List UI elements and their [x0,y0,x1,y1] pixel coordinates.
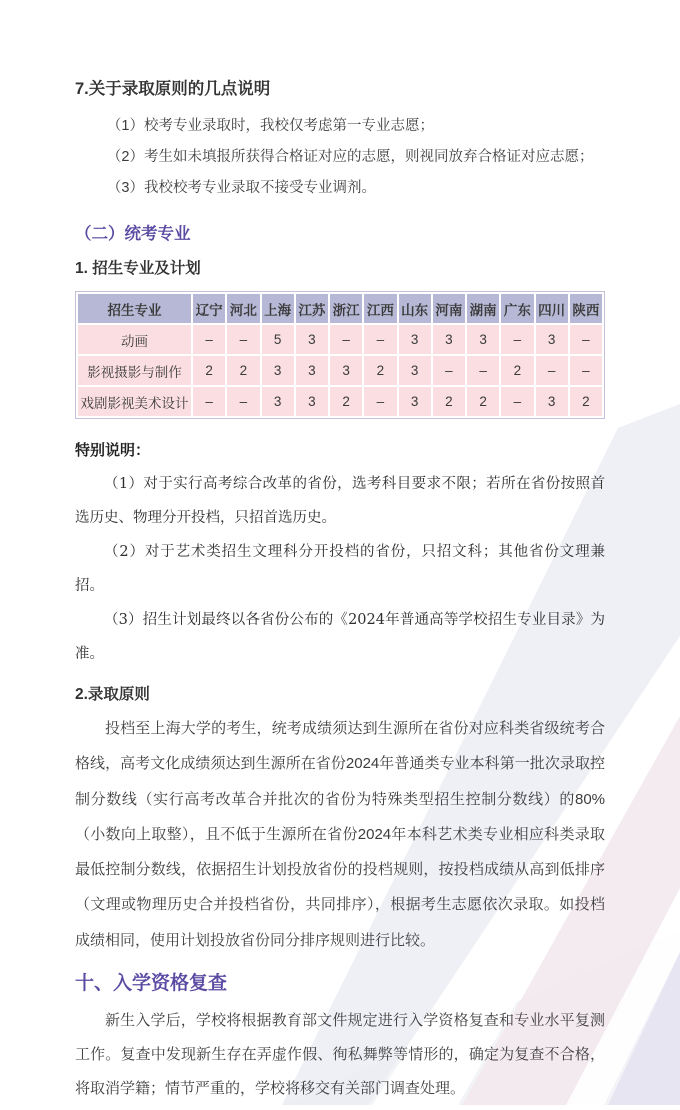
table-header-row [77,293,603,324]
plan-value-cell: 3 [295,355,329,386]
special-note-1: （1）对于实行高考综合改革的省份，选考科目要求不限；若所在省份按照首选历史、物理分开投档，只招首选历史。 [75,475,605,526]
admission-principles-heading: 2.录取原则 [75,685,150,703]
plan-value-cell: 2 [363,355,397,386]
col-header-province: 河北 [226,293,260,324]
col-header-province: 山东 [398,293,432,324]
col-header-province: 四川 [535,293,569,324]
plan-value-cell: 2 [466,386,500,417]
plan-value-cell: 3 [398,386,432,417]
plan-value-cell: – [466,355,500,386]
col-header-province: 上海 [261,293,295,324]
plan-value-cell: 3 [295,386,329,417]
plan-value-cell: 3 [295,324,329,355]
admission-principles-paragraph: 投档至上海大学的考生，统考成绩须达到生源所在省份对应科类省级统考合格线，高考文化成绩须达到生源所在省份2024年普通类专业本科第一批次录取控制分数线（实行高考改革合并批次的省份为特殊类型招生控制分数线）的80%（小数向上取整），且不低于生源所在省份2024年本科艺术类专业相应科类录取最低控制分数线，依据招生计划投放省份的投档规则，按投档成绩从高到低排序（文理或物理历史合并投档省份，共同排序），根据考生志愿依次录取。如投档成绩相同，使用计划投放省份同分排序规则进行比较。 [75,720,605,949]
special-notes-title: 特别说明： [75,441,151,460]
plan-value-cell: – [226,386,260,417]
table-row [77,324,603,355]
major-cell: 影视摄影与制作 [77,355,192,386]
plan-value-cell: 3 [329,355,363,386]
col-header-province: 广东 [500,293,534,324]
enrollment-plan-table-wrapper [75,291,605,419]
enrollment-plan-table [76,292,604,418]
table-row [77,293,603,324]
plan-value-cell: – [363,386,397,417]
col-header-province: 湖南 [466,293,500,324]
col-header-province: 浙江 [329,293,363,324]
plan-value-cell: 2 [432,386,466,417]
plan-value-cell: 3 [398,355,432,386]
plan-value-cell: 3 [398,324,432,355]
plan-value-cell: – [500,386,534,417]
plan-value-cell: 2 [500,355,534,386]
special-note-3: （3）招生计划最终以各省份公布的《2024年普通高等学校招生专业目录》为准。 [75,611,605,662]
plan-value-cell: 2 [569,386,603,417]
special-notes-section [75,441,605,671]
section7-item-3: （3）我校校考专业录取不接受专业调剂。 [106,180,376,197]
plan-value-cell: 3 [535,324,569,355]
special-note-2: （2）对于艺术类招生文理科分开投档的省份，只招文科；其他省份文理兼招。 [75,543,605,594]
section10-heading: 十、入学资格复查 [75,972,228,994]
plan-value-cell: – [192,324,226,355]
plan-value-cell: – [569,355,603,386]
major-cell: 戏剧影视美术设计 [77,386,192,417]
col-header-province: 江苏 [295,293,329,324]
section7-item-1: （1）校考专业录取时，我校仅考虑第一专业志愿； [106,117,434,134]
col-header-province: 陕西 [569,293,603,324]
plan-value-cell: – [535,355,569,386]
col-header-major: 招生专业 [77,293,192,324]
col-header-province: 辽宁 [192,293,226,324]
plan-value-cell: 3 [466,324,500,355]
plan-value-cell: 2 [226,355,260,386]
plan-value-cell: – [500,324,534,355]
unified-exam-heading: （二）统考专业 [75,224,191,243]
section10-paragraph: 新生入学后，学校将根据教育部文件规定进行入学资格复查和专业水平复测工作。复查中发现新生存在弄虚作假、徇私舞弊等情形的，确定为复查不合格，将取消学籍；情节严重的，学校将移交有关部门调查处理。 [75,1011,605,1097]
table-body [77,324,603,417]
plan-value-cell: 3 [535,386,569,417]
col-header-province: 江西 [363,293,397,324]
plan-value-cell: – [569,324,603,355]
plan-value-cell: – [329,324,363,355]
plan-value-cell: 2 [329,386,363,417]
table-row [77,355,603,386]
plan-value-cell: – [363,324,397,355]
plan-heading: 1. 招生专业及计划 [75,260,201,278]
plan-value-cell: 5 [261,324,295,355]
section7-item-2: （2）考生如未填报所获得合格证对应的志愿，则视同放弃合格证对应志愿； [106,149,594,166]
plan-value-cell: – [432,355,466,386]
plan-value-cell: – [192,386,226,417]
plan-value-cell: – [226,324,260,355]
major-cell: 动画 [77,324,192,355]
plan-value-cell: 3 [432,324,466,355]
section7-title: 7.关于录取原则的几点说明 [75,80,271,98]
table-row [77,386,603,417]
col-header-province: 河南 [432,293,466,324]
plan-value-cell: 3 [261,355,295,386]
plan-value-cell: 2 [192,355,226,386]
plan-value-cell: 3 [261,386,295,417]
